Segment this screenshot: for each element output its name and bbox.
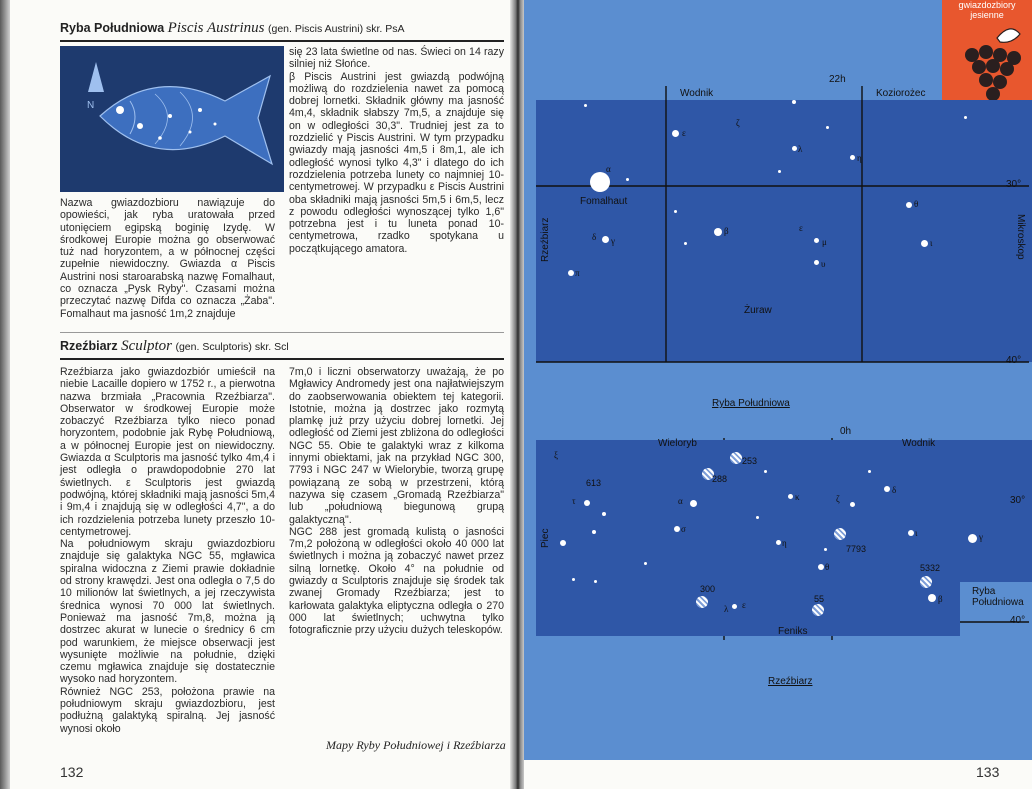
star-label: γ <box>611 236 615 246</box>
star <box>850 502 855 507</box>
star-label: ι <box>915 528 918 538</box>
label-deg-30: 30° <box>1006 179 1022 190</box>
star-label: ε <box>742 600 746 610</box>
map-caption: Mapy Ryby Południowej i Rzeźbiarza <box>326 738 506 752</box>
constellation-name: Ryba Południowa <box>60 21 165 35</box>
star <box>584 104 587 107</box>
star-label: θ <box>825 562 830 572</box>
star <box>884 486 890 492</box>
star-label: ζ <box>836 494 840 504</box>
galaxy-ngc253 <box>730 452 742 464</box>
star-label: η <box>782 538 787 548</box>
star-fomalhaut <box>590 172 610 192</box>
ngc-label: 55 <box>814 594 825 604</box>
ngc-label: 288 <box>712 474 728 484</box>
star-label: α <box>678 496 683 506</box>
label-ryba-poludniowa: Ryba Południowa <box>972 586 1024 608</box>
label-wodnik-2: Wodnik <box>902 438 936 449</box>
star <box>850 155 855 160</box>
star-label: υ <box>821 259 826 269</box>
star-label: α <box>606 164 611 174</box>
star <box>602 236 609 243</box>
fish-illustration <box>60 46 284 192</box>
galaxy-ngc5332 <box>920 576 932 588</box>
constellation-latin: Piscis Austrinus <box>167 20 265 36</box>
map-sculptor-panel-ext <box>960 440 1032 582</box>
label-koziorozec: Koziorożec <box>876 88 926 99</box>
star <box>792 146 797 151</box>
star-label: ξ <box>554 450 559 460</box>
sculptor-text-col1 <box>60 366 275 735</box>
star <box>928 594 936 602</box>
star-label: λ <box>798 144 803 154</box>
page-number-right: 133 <box>976 764 1000 780</box>
paragraph: Rzeźbiarza jako gwiazdozbiór umieścił na niebie Lacaille dopiero w 1752 r., a pierwotna nazwa brzmiała „Pracownia Rzeźbiarza". Obserwator w środkowej Europie może zobaczyć Rzeźbiarza tylko nieco ponad horyzontem, podobnie jak Rybę Południową, a w północnej Europie jest on niewidoczny. Gwiazda α Sculptoris ma jasność tylko 4m,4 i jest odległa o prawdopodobnie 270 lat świetlnych. ε Sculptoris jest gwiazdą podwójną, której składniki mają jasności 5m,4 i 9m,4 i znajdują się w odległości 4,7", a do ich rozdzielenia potrzeba lunety przeszło 10-centymetrowej. <box>60 366 275 538</box>
label-rzezbiarz-vertical: Rzeźbiarz <box>540 217 551 262</box>
paragraph: się 23 lata świetlne od nas. Świeci on 14 razy silniej niż Słońce. <box>289 46 504 71</box>
star-label: ζ <box>736 118 740 128</box>
star <box>644 562 647 565</box>
star-label: π <box>575 268 580 278</box>
star-label: δ <box>592 232 597 242</box>
paragraph: 7m,0 i liczni obserwatorzy uważają, że po Mgławicy Andromedy jest ona najłatwiejszym do zaobserwowania obiektem tej kategorii. Istotnie, można ją dostrzec jako rozmytą plamkę już przy użyciu dobrej lornetki. Jej odległość od Ziemi jest zbliżona do odległości NGC 55. Obie te galaktyki wraz z kilkoma innymi obiektami, jak na przykład NGC 300, 7793 i NGC 247 w Wielorybie, tworzą grupę powiązaną ze sobą w przestrzeni, którą nazywa się czasem „Gromadą Rzeźbiarza" lub „południową biegunową grupą galaktyczną". <box>289 366 504 526</box>
star <box>568 270 574 276</box>
constellation-latin: Sculptor <box>121 338 172 354</box>
svg-text:N: N <box>87 100 95 111</box>
paragraph: NGC 288 jest gromadą kulistą o jasności 7m,2 położoną w odległości około 40 000 lat świetlnych i można ją zobaczyć nawet przez silną lornetkę. Około 4° na południe od gwiazdy α Sculptoris znajduje się środek tak zwanej Gromady Rzeźbiarza; jest to karłowata galaktyka eliptyczna odległa o 270 000 lat świetlnych; uchwytna tylko fotograficznie przy użyciu dużych teleskopów. <box>289 525 504 637</box>
section-rule <box>60 40 504 42</box>
star-label: δ <box>892 485 897 495</box>
star <box>908 530 914 536</box>
label-hour-0: 0h <box>840 426 852 437</box>
star <box>792 100 796 104</box>
star <box>672 130 679 137</box>
star <box>868 470 871 473</box>
paragraph: Nazwa gwiazdozbioru nawiązuje do opowieści, jak ryba uratowała przed utonięciem egipską boginię Izydę. W środkowej Europie można go obserwować tuż nad horyzontem, a w północnej części zupełnie niewidoczny. Gwiazda α Piscis Austrini nosi staroarabską nazwę Fomalhaut, co oznacza „Pysk Ryby". Czasami można przeczytać nazwę Difda co oznacza „Żaba". Fomalhaut ma jasność 1m,2 znajduje <box>60 197 275 320</box>
star <box>776 540 781 545</box>
paragraph: β Piscis Austrini jest gwiazdą podwójną możliwą do rozdzielenia nawet za pomocą dobrej lornetki. Składnik główny ma jasność 4m,4, składnik słabszy 7m,5, a znajduje się on w odległości 30,3". Trudniej jest za to rozdzielić γ Piscis Austrini. W tym przypadku gwiazdy mają jasności 4m,5 i 8m,1, ale ich odległość wynosi tylko 4,3" i dlatego do ich rozdzielenia potrzeba lunety co najmniej 10-centymetrowej. W przypadku ε Piscis Austrini oba składniki mają jasności 5m,5 i 6m,5, lecz z powodu odległości wynoszącej tylko 1,6" potrzebna jest i tu luneta ponad 10-centymetrowa, rzadko spotykana u początkującego amatora. <box>289 70 504 255</box>
star-label: γ <box>979 532 983 542</box>
label-piec-vertical: Piec <box>540 528 551 548</box>
star-label: η <box>857 153 862 163</box>
star <box>824 548 827 551</box>
star <box>584 500 590 506</box>
star <box>764 470 767 473</box>
star <box>964 116 967 119</box>
galaxy-ngc55 <box>812 604 824 616</box>
star <box>732 604 737 609</box>
map-title-sculptor: Rzeźbiarz <box>768 676 813 687</box>
star <box>592 530 596 534</box>
star <box>626 178 629 181</box>
label-mikroskop-vertical: Mikroskop <box>1015 214 1026 260</box>
star <box>826 126 829 129</box>
star <box>756 516 759 519</box>
star-label: κ <box>795 492 800 502</box>
star <box>921 240 928 247</box>
star <box>690 500 697 507</box>
star <box>788 494 793 499</box>
label-zuraw: Żuraw <box>744 305 772 316</box>
label-hour-22: 22h <box>829 74 846 85</box>
map-title-piscis: Ryba Południowa <box>712 398 790 409</box>
label-wieloryb: Wieloryb <box>658 438 697 449</box>
label-feniks: Feniks <box>778 626 808 637</box>
paragraph: Na południowym skraju gwiazdozbioru znajduje się galaktyka NGC 55, mgławica spiralna widoczna z Ziemi prawie dokładnie od strony krawędzi. Jest ona odległa o 7,5 do 10 milionów lat świetlnych, a jej rzeczywista średnica wynosi 70 000 lat świetlnych. Ponieważ ma jasność 7m,8, można ją dostrzec akurat w lunecie o średnicy 6 cm pod warunkiem, że miejsce obserwacji jest wysunięte możliwie na południe, dzięki czemu mgławica znajduje się dostatecznie wysoko nad horyzontem. <box>60 538 275 686</box>
star <box>778 170 781 173</box>
star-label: β <box>724 226 729 236</box>
ngc-label: 613 <box>586 478 602 488</box>
map-sculptor-panel <box>536 440 960 636</box>
star-label: τ <box>572 496 576 506</box>
star <box>674 210 677 213</box>
left-page <box>0 0 512 789</box>
star <box>818 564 824 570</box>
label-deg-40: 40° <box>1006 355 1022 366</box>
star <box>674 526 680 532</box>
map-grid-lines <box>524 0 1032 760</box>
paragraph: Również NGC 253, położona prawie na południowym skraju gwiazdozbioru, jest podłużną galaktyką spiralną. Jej jasność wynosi około <box>60 685 275 735</box>
fish-drawing <box>60 46 284 192</box>
sculptor-text-col2 <box>289 366 504 637</box>
section-heading-piscis <box>60 20 405 37</box>
page-number-left: 132 <box>60 764 84 780</box>
ngc-label: 253 <box>742 456 758 466</box>
constellation-abbr: (gen. Piscis Austrini) skr. PsA <box>267 23 405 35</box>
star <box>714 228 722 236</box>
star <box>572 578 575 581</box>
star-label: ε <box>682 128 686 138</box>
section-heading-sculptor <box>60 338 289 355</box>
label-fomalhaut: Fomalhaut <box>580 196 628 207</box>
right-page <box>524 0 1032 789</box>
star-label: β <box>938 594 943 604</box>
star-label: ε <box>799 223 803 233</box>
badge-label: gwiazdozbiory jesienne <box>958 0 1016 20</box>
star-label: σ <box>681 524 686 534</box>
star <box>684 242 687 245</box>
ngc-label: 7793 <box>846 544 867 554</box>
label-wodnik: Wodnik <box>680 88 714 99</box>
constellation-abbr: (gen. Sculptoris) skr. Scl <box>175 341 289 353</box>
star-label: μ <box>822 237 827 247</box>
piscis-text-col1 <box>60 197 275 320</box>
ngc-label: 5332 <box>920 563 941 573</box>
star <box>814 260 819 265</box>
star <box>594 580 597 583</box>
star <box>968 534 977 543</box>
galaxy-ngc7793 <box>834 528 846 540</box>
label-deg-40-b: 40° <box>1010 615 1026 626</box>
piscis-text-col2 <box>289 46 504 255</box>
star-label: θ <box>914 199 919 209</box>
page-edge <box>0 0 10 789</box>
star-label: λ <box>724 604 729 614</box>
galaxy-ngc300 <box>696 596 708 608</box>
ngc-label: 300 <box>700 584 716 594</box>
divider <box>60 332 504 333</box>
star <box>814 238 819 243</box>
constellation-name: Rzeźbiarz <box>60 339 118 353</box>
star <box>560 540 566 546</box>
label-deg-30-b: 30° <box>1010 495 1026 506</box>
section-rule <box>60 358 504 360</box>
star <box>602 512 606 516</box>
star-label: ι <box>930 238 933 248</box>
star <box>906 202 912 208</box>
